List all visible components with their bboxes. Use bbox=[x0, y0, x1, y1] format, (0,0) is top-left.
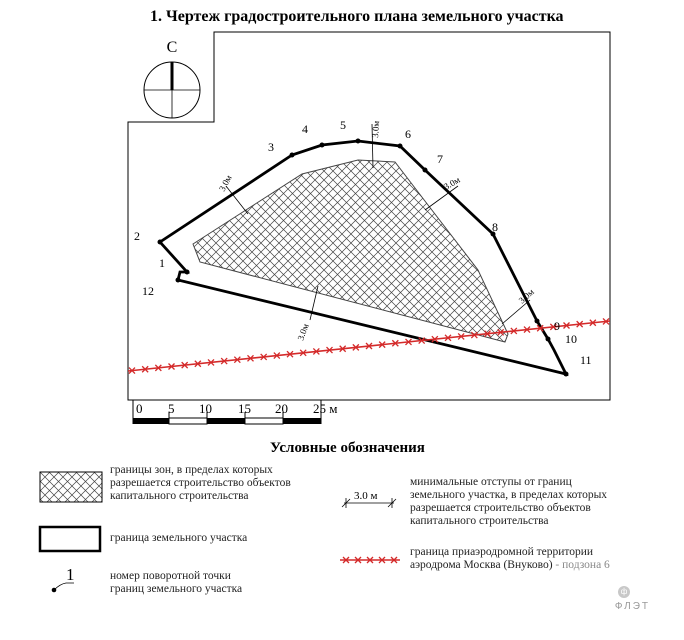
point-label: 5 bbox=[340, 118, 346, 132]
legend-point-symbol bbox=[52, 583, 74, 592]
point-label: 1 bbox=[159, 256, 165, 270]
scale-tick-label: 15 bbox=[238, 401, 251, 416]
watermark-logo-icon: ф bbox=[618, 586, 630, 598]
compass-icon bbox=[144, 62, 200, 118]
setback-label: 3.0м bbox=[442, 174, 462, 192]
legend-line: граница приаэродромной территории bbox=[410, 546, 594, 558]
legend-line: земельного участка, в пределах которых bbox=[410, 489, 608, 501]
legend-line: минимальные отступы от границ bbox=[410, 476, 572, 488]
point-label: 11 bbox=[580, 353, 592, 367]
legend-line: границы зон, в пределах которых bbox=[110, 464, 273, 476]
point-label: 12 bbox=[142, 284, 154, 298]
scale-tick-label: 10 bbox=[199, 401, 212, 416]
page-title: 1. Чертеж градостроительного плана земельного участка bbox=[150, 8, 564, 25]
point-label: 7 bbox=[437, 152, 443, 166]
point-label: 3 bbox=[268, 140, 274, 154]
legend-airport-symbol bbox=[340, 557, 400, 563]
airport-name: аэродрома Москва (Внуково) bbox=[410, 559, 553, 571]
legend-line bbox=[410, 559, 610, 572]
compass-north-label: С bbox=[166, 39, 178, 56]
watermark: ФЛЭТ bbox=[614, 601, 650, 612]
legend-line: границ земельного участка bbox=[110, 583, 243, 595]
buildable-zone bbox=[193, 160, 508, 342]
scale-ticks bbox=[136, 401, 337, 416]
legend-buildable-symbol bbox=[40, 472, 102, 502]
point-label: 8 bbox=[492, 220, 498, 234]
point-label: 2 bbox=[134, 229, 140, 243]
point-label: 6 bbox=[405, 127, 411, 141]
legend-buildable-text bbox=[110, 464, 291, 503]
legend-line: граница земельного участка bbox=[110, 532, 248, 544]
setback-label: 3.0м bbox=[370, 120, 382, 139]
scale-tick-label: 0 bbox=[136, 401, 143, 416]
legend-setback-text bbox=[410, 476, 607, 528]
legend-line: капитального строительства bbox=[410, 515, 549, 527]
legend-parcel-text bbox=[110, 532, 247, 545]
legend-point-sample: 1 bbox=[66, 565, 75, 584]
scale-tick-label: 5 bbox=[168, 401, 175, 416]
legend-title: Условные обозначения bbox=[270, 440, 425, 456]
legend-line: капитального строительства bbox=[110, 490, 249, 502]
point-label: 4 bbox=[302, 122, 308, 136]
setback-label: 3.0м bbox=[216, 173, 234, 193]
setback-label: 3.0м bbox=[295, 322, 311, 342]
legend-airport-text bbox=[410, 546, 610, 572]
setback-label: 3.0м bbox=[516, 286, 536, 306]
scale-tick-label: 25 м bbox=[313, 401, 338, 416]
airport-zone: - подзона 6 bbox=[552, 559, 610, 571]
scale-tick-label: 20 bbox=[275, 401, 288, 416]
legend-line: разрешается строительство объектов bbox=[110, 477, 291, 489]
legend-setback-sample: 3.0 м bbox=[354, 490, 378, 502]
point-label: 10 bbox=[565, 332, 577, 346]
legend-line: номер поворотной точки bbox=[110, 570, 231, 582]
legend-parcel-symbol bbox=[40, 527, 100, 551]
scale-bar bbox=[133, 400, 321, 424]
legend-point-text bbox=[110, 570, 242, 596]
point-label: 9 bbox=[554, 319, 560, 333]
legend-line: разрешается строительство объектов bbox=[410, 502, 591, 514]
